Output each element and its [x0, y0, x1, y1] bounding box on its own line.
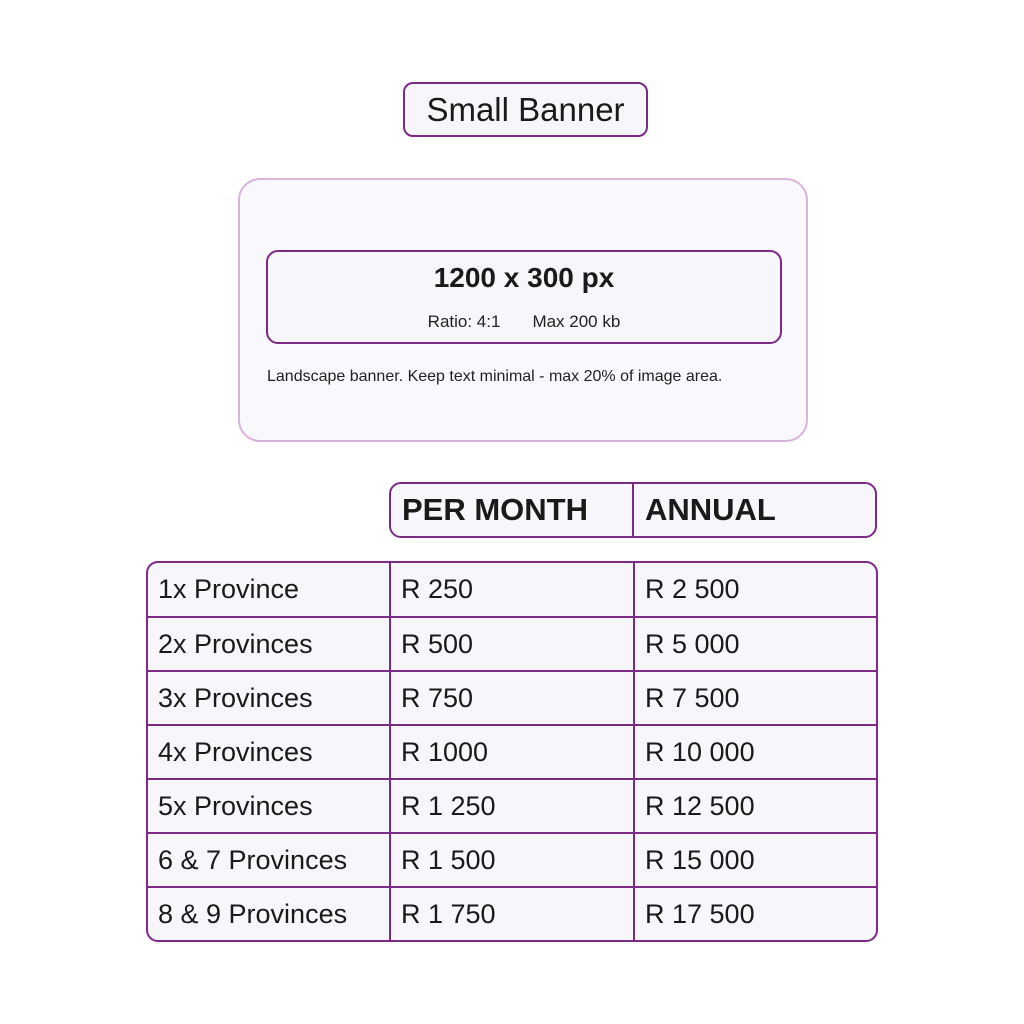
table-row — [148, 616, 876, 670]
annual-cell: R 17 500 — [645, 898, 755, 929]
per-month-cell: R 1 750 — [391, 888, 635, 940]
region-cell: 1x Province — [148, 563, 391, 616]
table-row — [148, 724, 876, 778]
banner-meta — [268, 312, 780, 332]
header-annual: ANNUAL — [645, 492, 776, 527]
annual-cell: R 5 000 — [645, 628, 740, 659]
banner-ratio: Ratio: 4:1 — [427, 312, 501, 331]
banner-dimensions: 1200 x 300 px — [433, 262, 615, 293]
region-cell: 4x Provinces — [148, 726, 391, 778]
per-month-cell: R 250 — [391, 563, 635, 616]
header-per-month: PER MONTH — [391, 484, 634, 536]
region-cell: 6 & 7 Provinces — [148, 834, 391, 886]
pricing-table — [146, 561, 878, 942]
table-row — [148, 778, 876, 832]
page-title-text: Small Banner — [426, 90, 625, 128]
banner-note: Landscape banner. Keep text minimal - max 20% of image area. — [267, 368, 723, 385]
table-row — [148, 832, 876, 886]
banner-max-size: Max 200 kb — [532, 312, 621, 331]
region-cell: 2x Provinces — [148, 618, 391, 670]
annual-cell: R 10 000 — [645, 736, 755, 767]
pricing-header — [389, 482, 877, 538]
annual-cell: R 2 500 — [645, 574, 740, 604]
per-month-cell: R 500 — [391, 618, 635, 670]
per-month-cell: R 1000 — [391, 726, 635, 778]
table-row — [148, 563, 876, 616]
annual-cell: R 15 000 — [645, 844, 755, 875]
banner-spec-box — [266, 250, 782, 344]
annual-cell: R 12 500 — [645, 790, 755, 821]
per-month-cell: R 750 — [391, 672, 635, 724]
per-month-cell: R 1 500 — [391, 834, 635, 886]
region-cell: 5x Provinces — [148, 780, 391, 832]
per-month-cell: R 1 250 — [391, 780, 635, 832]
region-cell: 8 & 9 Provinces — [148, 888, 391, 940]
table-row — [148, 670, 876, 724]
annual-cell: R 7 500 — [645, 682, 740, 713]
banner-spec-card — [238, 178, 808, 442]
table-row — [148, 886, 876, 940]
region-cell: 3x Provinces — [148, 672, 391, 724]
page-title — [403, 82, 648, 137]
